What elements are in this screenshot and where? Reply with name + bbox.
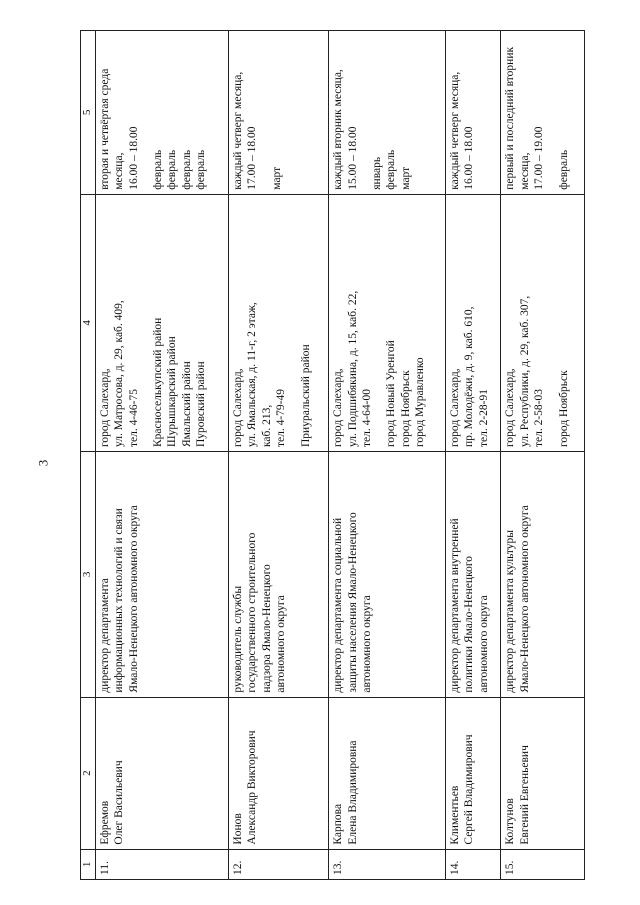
schedule-main-line: каждый четверг месяца, <box>448 71 461 190</box>
schedule-cell <box>229 31 329 195</box>
position-cell <box>229 452 329 698</box>
rotated-table-wrapper <box>80 30 585 880</box>
table-row <box>501 31 585 880</box>
spacer <box>374 199 384 447</box>
table-row <box>95 31 228 880</box>
position-cell <box>445 452 500 698</box>
schedule-main-line: 15.00 – 18.00 <box>346 126 359 190</box>
name-line: Ионов <box>232 813 245 845</box>
address-main-line: ул. Республики, д. 29, каб. 307, <box>518 295 531 448</box>
schedule-main-line: 16.00 – 18.00 <box>127 126 140 190</box>
address-cell <box>445 194 500 451</box>
address-extra-line: город Ноябрьск <box>557 370 570 448</box>
position-line: директор департамента внутренней <box>448 518 461 693</box>
spacer <box>260 35 270 190</box>
address-main-line: тел. 2-28-91 <box>477 388 490 448</box>
address-main-line: тел. 4-79-49 <box>275 388 288 448</box>
address-extra-line: город Новый Уренгой <box>385 340 398 448</box>
schedule-cell <box>445 31 500 195</box>
name-line: Евгений Евгеньевич <box>518 745 531 845</box>
schedule-extra-line: февраль <box>151 149 164 190</box>
schedule-main-line: каждый вторник месяца, <box>332 69 345 190</box>
schedule-cell <box>501 31 585 195</box>
address-extra-line: Пуровский район <box>195 361 207 448</box>
position-line: государственного строительного <box>246 532 259 693</box>
table-row <box>329 31 446 880</box>
schedule-extra-line: февраль <box>166 149 179 190</box>
header-row <box>81 31 96 880</box>
name-cell <box>329 697 446 849</box>
address-main-line: ул. Подшибякина, д. 15, каб. 22, <box>346 290 359 448</box>
table-body <box>95 31 584 880</box>
name-cell <box>95 697 228 849</box>
address-cell <box>95 194 228 451</box>
row-number-cell: 11. <box>95 849 228 879</box>
address-main-line: город Салехард, <box>232 368 245 448</box>
page-number: 3 <box>35 459 51 467</box>
position-line: директор департамента <box>98 578 111 693</box>
schedule-extra-line: февраль <box>180 149 193 190</box>
schedule-main-line: первый и последний вторник <box>504 46 517 190</box>
row-number-cell: 14. <box>445 849 500 879</box>
address-main-line: каб. 213, <box>260 404 273 448</box>
position-line: автономного округа <box>477 595 490 693</box>
schedule-extra-line: февраль <box>195 149 207 190</box>
spacer <box>141 199 151 447</box>
position-line: директор департамента социальной <box>332 517 345 693</box>
name-line: Александр Викторович <box>246 730 259 845</box>
schedule-extra-line: март <box>270 166 283 190</box>
address-main-line: город Салехард, <box>448 368 461 448</box>
address-main-line: тел. 4-64-00 <box>360 388 373 448</box>
name-cell <box>229 697 329 849</box>
address-main-line: тел. 2-58-03 <box>533 388 546 448</box>
address-cell <box>229 194 329 451</box>
row-number-cell: 15. <box>501 849 585 879</box>
schedule-extra-line: январь <box>370 156 383 190</box>
address-extra-line: Ямальский район <box>180 361 193 448</box>
position-line: директор департамента культуры <box>504 529 517 693</box>
name-line: Олег Васильевич <box>113 760 126 845</box>
position-line: защиты населения Ямало-Ненецкого <box>346 512 359 693</box>
name-line: Карпова <box>332 803 345 845</box>
column-header: 4 <box>81 194 96 451</box>
address-main-line: город Салехард, <box>332 368 345 448</box>
position-line: информационных технологий и связи <box>113 508 126 693</box>
row-number-cell: 13. <box>329 849 446 879</box>
name-line: Ефремов <box>98 800 111 845</box>
schedule-extra-line: февраль <box>557 149 570 190</box>
address-extra-line: город Ноябрьск <box>399 370 412 448</box>
address-cell <box>501 194 585 451</box>
spacer <box>289 199 299 447</box>
address-cell <box>329 194 446 451</box>
column-header: 1 <box>81 849 96 879</box>
row-number-cell: 12. <box>229 849 329 879</box>
position-cell <box>329 452 446 698</box>
address-main-line: город Салехард, <box>504 368 517 448</box>
schedule-main-line: месяца, <box>518 152 531 190</box>
column-header: 3 <box>81 452 96 698</box>
reception-schedule-table <box>80 30 585 880</box>
position-line: надзора Ямало-Ненецкого <box>260 564 273 693</box>
schedule-main-line: месяца, <box>113 152 126 190</box>
spacer <box>547 199 557 447</box>
schedule-extra-line: март <box>399 166 412 190</box>
schedule-main-line: 17.00 – 19.00 <box>533 126 546 190</box>
schedule-cell <box>95 31 228 195</box>
schedule-main-line: 16.00 – 18.00 <box>463 126 476 190</box>
table-viewport <box>80 30 585 880</box>
address-extra-line: Шурышкарский район <box>166 336 179 448</box>
position-line: политики Ямало-Ненецкого <box>463 556 476 693</box>
address-main-line: пр. Молодёжи, д. 9, каб. 610, <box>463 306 476 448</box>
schedule-main-line: 17.00 – 18.00 <box>246 126 259 190</box>
position-cell <box>501 452 585 698</box>
table-row <box>445 31 500 880</box>
position-line: автономного округа <box>360 595 373 693</box>
schedule-extra-line: февраль <box>385 149 398 190</box>
column-header: 5 <box>81 31 96 195</box>
position-line: Ямало-Ненецкого автономного округа <box>127 505 140 693</box>
table-row <box>229 31 329 880</box>
schedule-main-line: вторая и четвёртая среда <box>98 68 111 190</box>
spacer <box>360 35 370 190</box>
name-cell <box>445 697 500 849</box>
position-cell <box>95 452 228 698</box>
name-line: Колтунов <box>504 798 517 845</box>
name-line: Климентьев <box>448 785 461 845</box>
name-cell <box>501 697 585 849</box>
name-line: Елена Владимировна <box>346 740 359 845</box>
position-line: руководитель службы <box>232 585 245 693</box>
position-line: Ямало-Ненецкого автономного округа <box>518 505 531 693</box>
name-line: Сергей Владимирович <box>463 734 476 845</box>
address-main-line: ул. Ямальская, д. 11-г, 2 этаж, <box>246 302 259 448</box>
address-extra-line: Приуральский район <box>299 344 312 448</box>
schedule-cell <box>329 31 446 195</box>
address-main-line: тел. 4-46-75 <box>127 388 140 448</box>
address-main-line: ул. Матросова, д. 29, каб. 409, <box>113 300 126 448</box>
address-extra-line: Красноселькупский район <box>151 317 164 448</box>
address-extra-line: город Муравленко <box>414 357 427 448</box>
address-main-line: город Салехард, <box>98 368 111 448</box>
column-header: 2 <box>81 697 96 849</box>
spacer <box>547 35 557 190</box>
spacer <box>141 35 151 190</box>
position-line: автономного округа <box>275 595 288 693</box>
schedule-main-line: каждый четверг месяца, <box>232 71 245 190</box>
